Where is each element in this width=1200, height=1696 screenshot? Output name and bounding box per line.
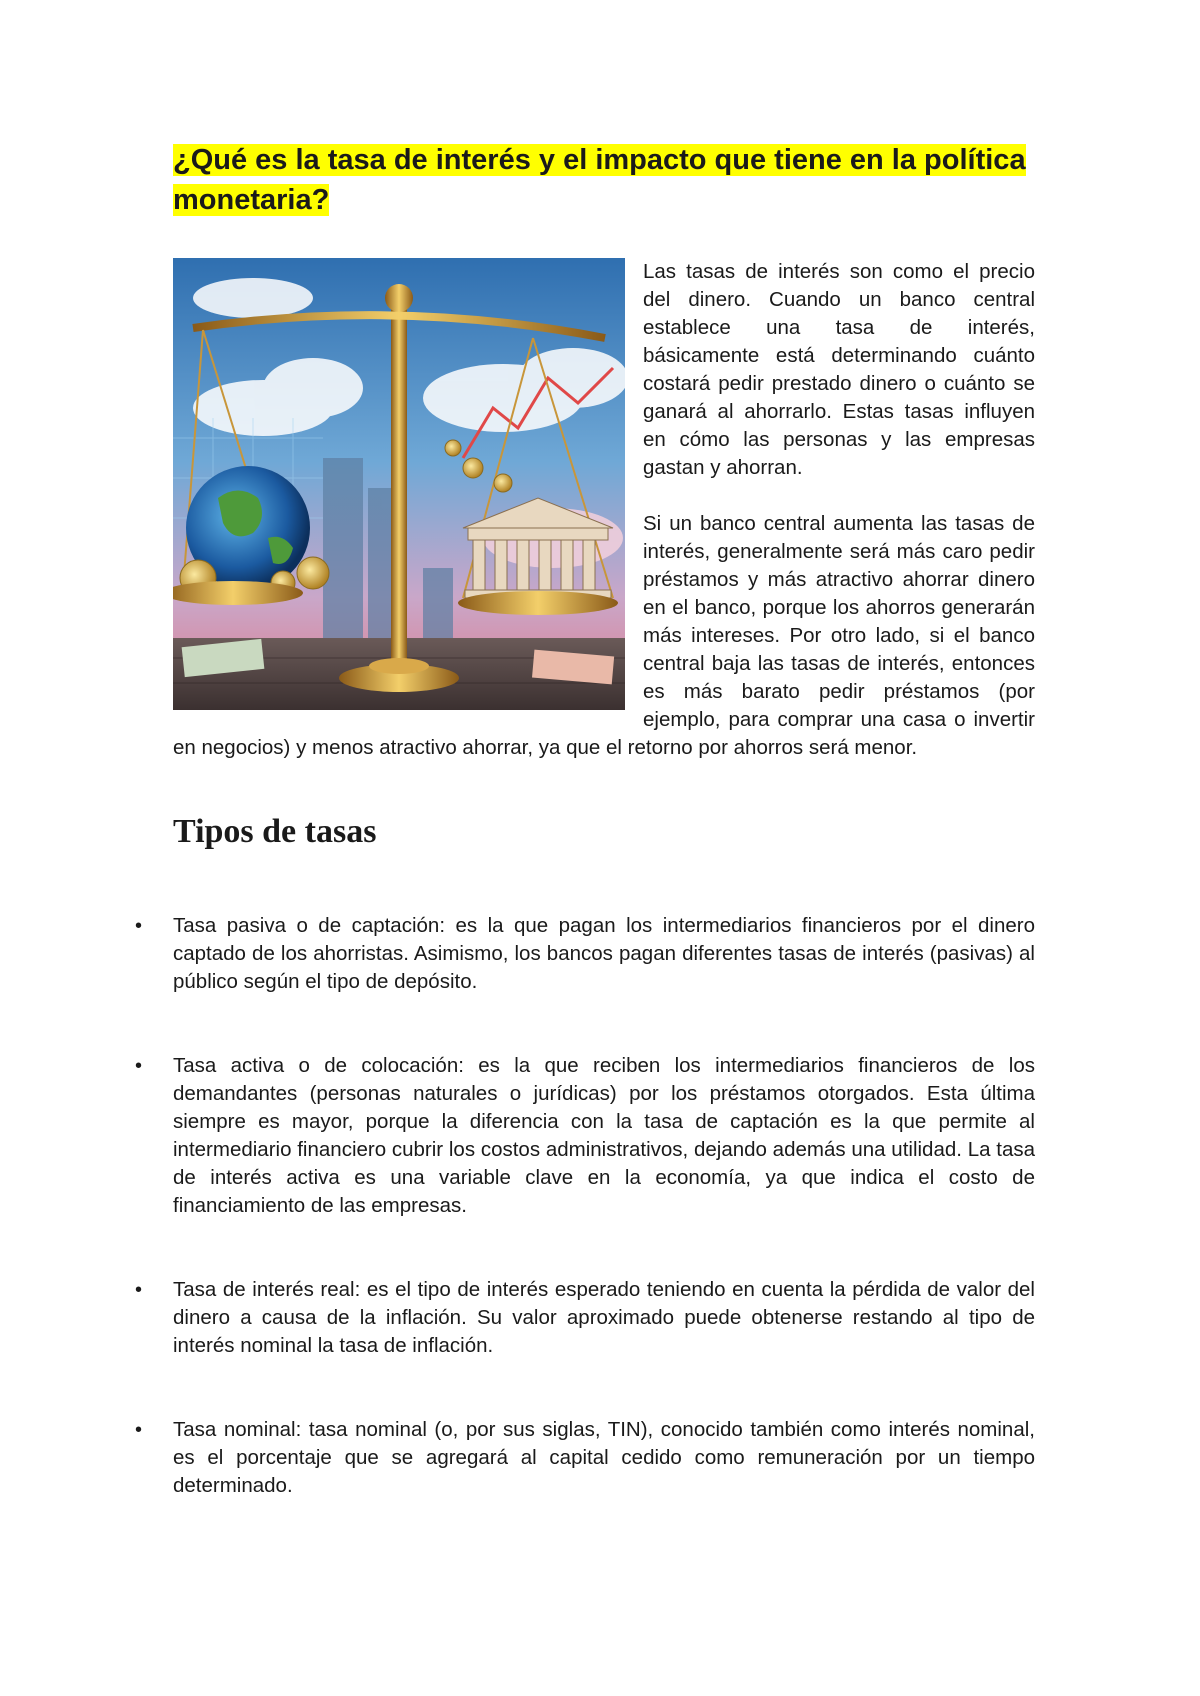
list-item-text: Tasa activa o de colocación: es la que reciben los intermediarios financieros de los demandantes (personas naturales o jurídicas) por los préstamos otorgados. Esta última siempre es mayor, porque la diferencia con la tasa de captación es la que permite al intermediario financiero cubrir los costos administrativos, dejando además una utilidad. La tasa de interés activa es una variable clave en la economía, ya que indica el costo de financiamiento de las empresas. [173,1054,1035,1217]
balance-scale-illustration [173,258,625,710]
bullet-icon: • [135,915,143,937]
intro-paragraph: Las tasas de interés son como el precio del dinero. Cuando un banco central establece una tasa de interés, básicamente está determinando cuánto costará pedir prestado dinero o cuánto se ganará al ahorrarlo. Estas tasas influyen en cómo las personas y las empresas gastan y ahorran. [643,260,1035,479]
bullet-icon: • [135,1419,143,1441]
highlighted-title-text: ¿Qué es la tasa de interés y el impacto que tiene en la política monetaria? [173,144,1026,216]
bullet-icon: • [135,1279,143,1301]
intro-paragraph: Si un banco central aumenta las tasas de interés, generalmente será más caro pedir préstamos y más atractivo ahorrar dinero en el banco, porque los ahorros generarán más intereses. Por otro lado, si el banco central baja las tasas de interés, entonces es más barato pedir préstamos (por ejemplo, para comprar una casa o invertir en negocios) y menos atractivo ahorrar, ya que el retorno por ahorros será menor. [173,512,1035,759]
list-item [135,912,1035,996]
bullet-icon: • [135,1055,143,1077]
list-item-text: Tasa pasiva o de captación: es la que pagan los intermediarios financieros por el dinero captado de los ahorristas. Asimismo, los bancos pagan diferentes tasas de interés (pasivas) al público según el tipo de depósito. [173,914,1035,993]
list-item [135,1416,1035,1500]
list-item [135,1276,1035,1360]
intro-section [173,258,1035,762]
section-heading: Tipos de tasas [173,813,377,850]
list-item-text: Tasa de interés real: es el tipo de interés esperado teniendo en cuenta la pérdida de valor del dinero a causa de la inflación. Su valor aproximado puede obtenerse restando al tipo de interés nominal la tasa de inflación. [173,1278,1035,1357]
rate-types-list [135,912,1035,1500]
document-page [135,140,1035,1500]
document-title [173,140,1035,220]
list-item-text: Tasa nominal: tasa nominal (o, por sus siglas, TIN), conocido también como interés nominal, es el porcentaje que se agregará al capital cedido como remuneración por un tiempo determinado. [173,1418,1035,1497]
list-item [135,1052,1035,1220]
